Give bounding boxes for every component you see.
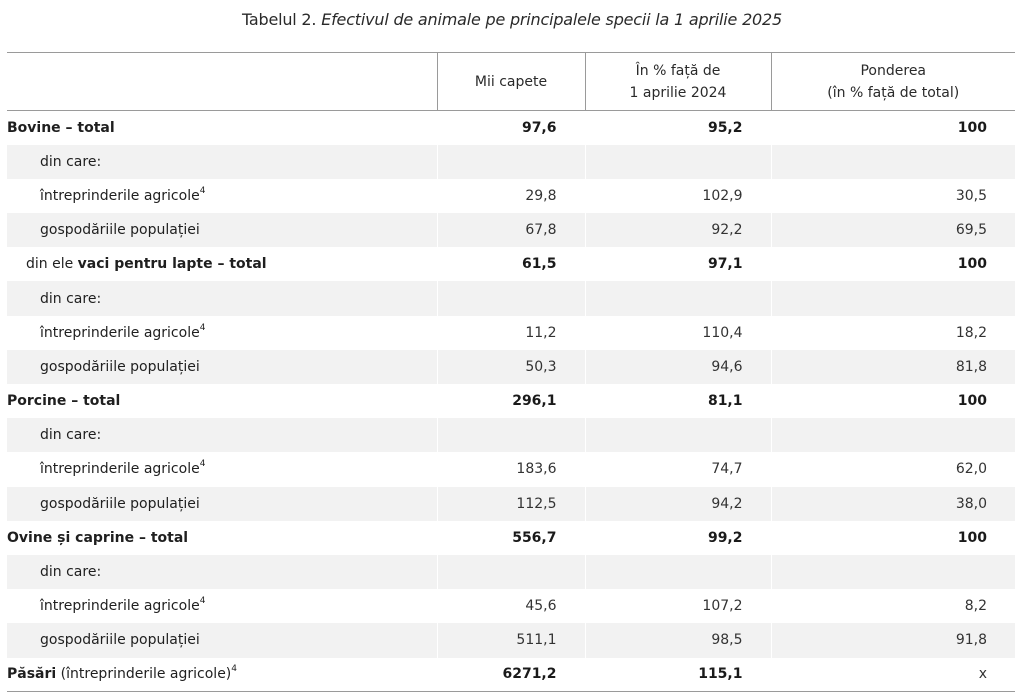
row-label-bold: Ovine și caprine – total: [7, 529, 189, 546]
cell-share: 100: [771, 111, 1015, 145]
cell-share: 8,2: [771, 589, 1015, 623]
table-row: [7, 247, 1015, 281]
table-title-text: Efectivul de animale pe principalele specii la 1 aprilie 2025: [321, 10, 782, 29]
row-label: [7, 179, 437, 213]
table-row: [7, 316, 1015, 350]
footnote-marker: 4: [199, 459, 206, 470]
cell-share: [771, 145, 1015, 179]
table-row: [7, 213, 1015, 247]
cell-share: [771, 281, 1015, 315]
row-label: [7, 145, 437, 179]
cell-thousand-heads: 112,5: [437, 487, 585, 521]
cell-percent: [585, 281, 771, 315]
row-label-text: din care:: [40, 564, 102, 581]
cell-thousand-heads: 45,6: [437, 589, 585, 623]
row-label-text: din care:: [40, 290, 102, 307]
table-row: [7, 350, 1015, 384]
row-label: [7, 452, 437, 486]
row-label: [7, 658, 437, 692]
cell-thousand-heads: 11,2: [437, 316, 585, 350]
row-label: [7, 316, 437, 350]
table-row: [7, 179, 1015, 213]
cell-percent: 97,1: [585, 247, 771, 281]
row-label: [7, 418, 437, 452]
cell-thousand-heads: 67,8: [437, 213, 585, 247]
row-label: [7, 521, 437, 555]
row-label-text: din care:: [40, 427, 102, 444]
table-title-prefix: Tabelul 2.: [241, 10, 317, 29]
row-label: [7, 247, 437, 281]
livestock-table: [7, 52, 1015, 692]
header-row: [7, 53, 1015, 111]
row-label: [7, 350, 437, 384]
table-title: [0, 10, 1024, 29]
cell-thousand-heads: [437, 418, 585, 452]
table-row: [7, 623, 1015, 657]
cell-percent: 98,5: [585, 623, 771, 657]
header-share-line2: (în % față de total): [827, 84, 960, 101]
cell-thousand-heads: 511,1: [437, 623, 585, 657]
cell-share: [771, 418, 1015, 452]
row-label-text: (întreprinderile agricole): [56, 666, 232, 683]
row-label-bold: vaci pentru lapte – total: [77, 256, 267, 273]
cell-percent: 81,1: [585, 384, 771, 418]
row-label-text: din care:: [40, 153, 102, 170]
cell-percent: 107,2: [585, 589, 771, 623]
footnote-marker: 4: [199, 322, 206, 333]
cell-share: 18,2: [771, 316, 1015, 350]
row-label: [7, 213, 437, 247]
cell-percent: [585, 145, 771, 179]
header-thousand-heads: [437, 53, 585, 111]
row-label-text: întreprinderile agricole: [40, 461, 200, 478]
table-row: [7, 658, 1015, 692]
row-label: [7, 111, 437, 145]
cell-percent: 95,2: [585, 111, 771, 145]
cell-share: x: [771, 658, 1015, 692]
table-row: [7, 555, 1015, 589]
row-label-text: gospodăriile populației: [40, 222, 200, 239]
cell-percent: [585, 555, 771, 589]
cell-percent: 92,2: [585, 213, 771, 247]
table-row: [7, 281, 1015, 315]
header-empty: [7, 53, 437, 111]
cell-thousand-heads: 296,1: [437, 384, 585, 418]
header-percent-line2: 1 aprilie 2024: [629, 84, 727, 101]
row-label: [7, 487, 437, 521]
row-label-bold: Porcine – total: [7, 393, 121, 410]
row-label-text: gospodăriile populației: [40, 358, 200, 375]
cell-share: 30,5: [771, 179, 1015, 213]
cell-share: 100: [771, 247, 1015, 281]
cell-share: 100: [771, 521, 1015, 555]
cell-percent: 94,2: [585, 487, 771, 521]
cell-thousand-heads: 29,8: [437, 179, 585, 213]
footnote-marker: 4: [199, 185, 206, 196]
cell-thousand-heads: 50,3: [437, 350, 585, 384]
cell-percent: [585, 418, 771, 452]
header-share-line1: Ponderea: [860, 62, 927, 79]
cell-share: 91,8: [771, 623, 1015, 657]
cell-thousand-heads: 6271,2: [437, 658, 585, 692]
footnote-marker: 4: [199, 596, 206, 607]
table-row: [7, 384, 1015, 418]
cell-percent: 110,4: [585, 316, 771, 350]
table-row: [7, 487, 1015, 521]
cell-share: [771, 555, 1015, 589]
cell-percent: 99,2: [585, 521, 771, 555]
row-label: [7, 555, 437, 589]
row-label: [7, 384, 437, 418]
table-row: [7, 589, 1015, 623]
row-label-text: întreprinderile agricole: [40, 598, 200, 615]
row-label: [7, 589, 437, 623]
row-label-bold: Bovine – total: [7, 119, 115, 136]
cell-share: 38,0: [771, 487, 1015, 521]
row-label-bold: Păsări: [7, 666, 57, 683]
table-row: [7, 145, 1015, 179]
table-row: [7, 452, 1015, 486]
table-row: [7, 521, 1015, 555]
cell-share: 69,5: [771, 213, 1015, 247]
cell-percent: 115,1: [585, 658, 771, 692]
header-thousand-heads-label: Mii capete: [474, 73, 548, 90]
header-percent-vs-2024: [585, 53, 771, 111]
cell-percent: 102,9: [585, 179, 771, 213]
cell-thousand-heads: [437, 281, 585, 315]
cell-percent: 94,6: [585, 350, 771, 384]
row-label: [7, 623, 437, 657]
cell-share: 81,8: [771, 350, 1015, 384]
cell-thousand-heads: [437, 555, 585, 589]
cell-thousand-heads: 61,5: [437, 247, 585, 281]
row-label-text: gospodăriile populației: [40, 495, 200, 512]
cell-share: 100: [771, 384, 1015, 418]
row-label-text: gospodăriile populației: [40, 632, 200, 649]
header-share: [771, 53, 1015, 111]
cell-thousand-heads: 183,6: [437, 452, 585, 486]
row-label-text: întreprinderile agricole: [40, 324, 200, 341]
row-label: [7, 281, 437, 315]
cell-thousand-heads: [437, 145, 585, 179]
header-percent-line1: În % față de: [635, 62, 721, 79]
row-label-text: întreprinderile agricole: [40, 187, 200, 204]
cell-thousand-heads: 556,7: [437, 521, 585, 555]
cell-share: 62,0: [771, 452, 1015, 486]
row-label-prefix: din ele: [26, 256, 78, 273]
footnote-marker: 4: [231, 664, 238, 675]
cell-thousand-heads: 97,6: [437, 111, 585, 145]
cell-percent: 74,7: [585, 452, 771, 486]
table-row: [7, 111, 1015, 145]
table-row: [7, 418, 1015, 452]
